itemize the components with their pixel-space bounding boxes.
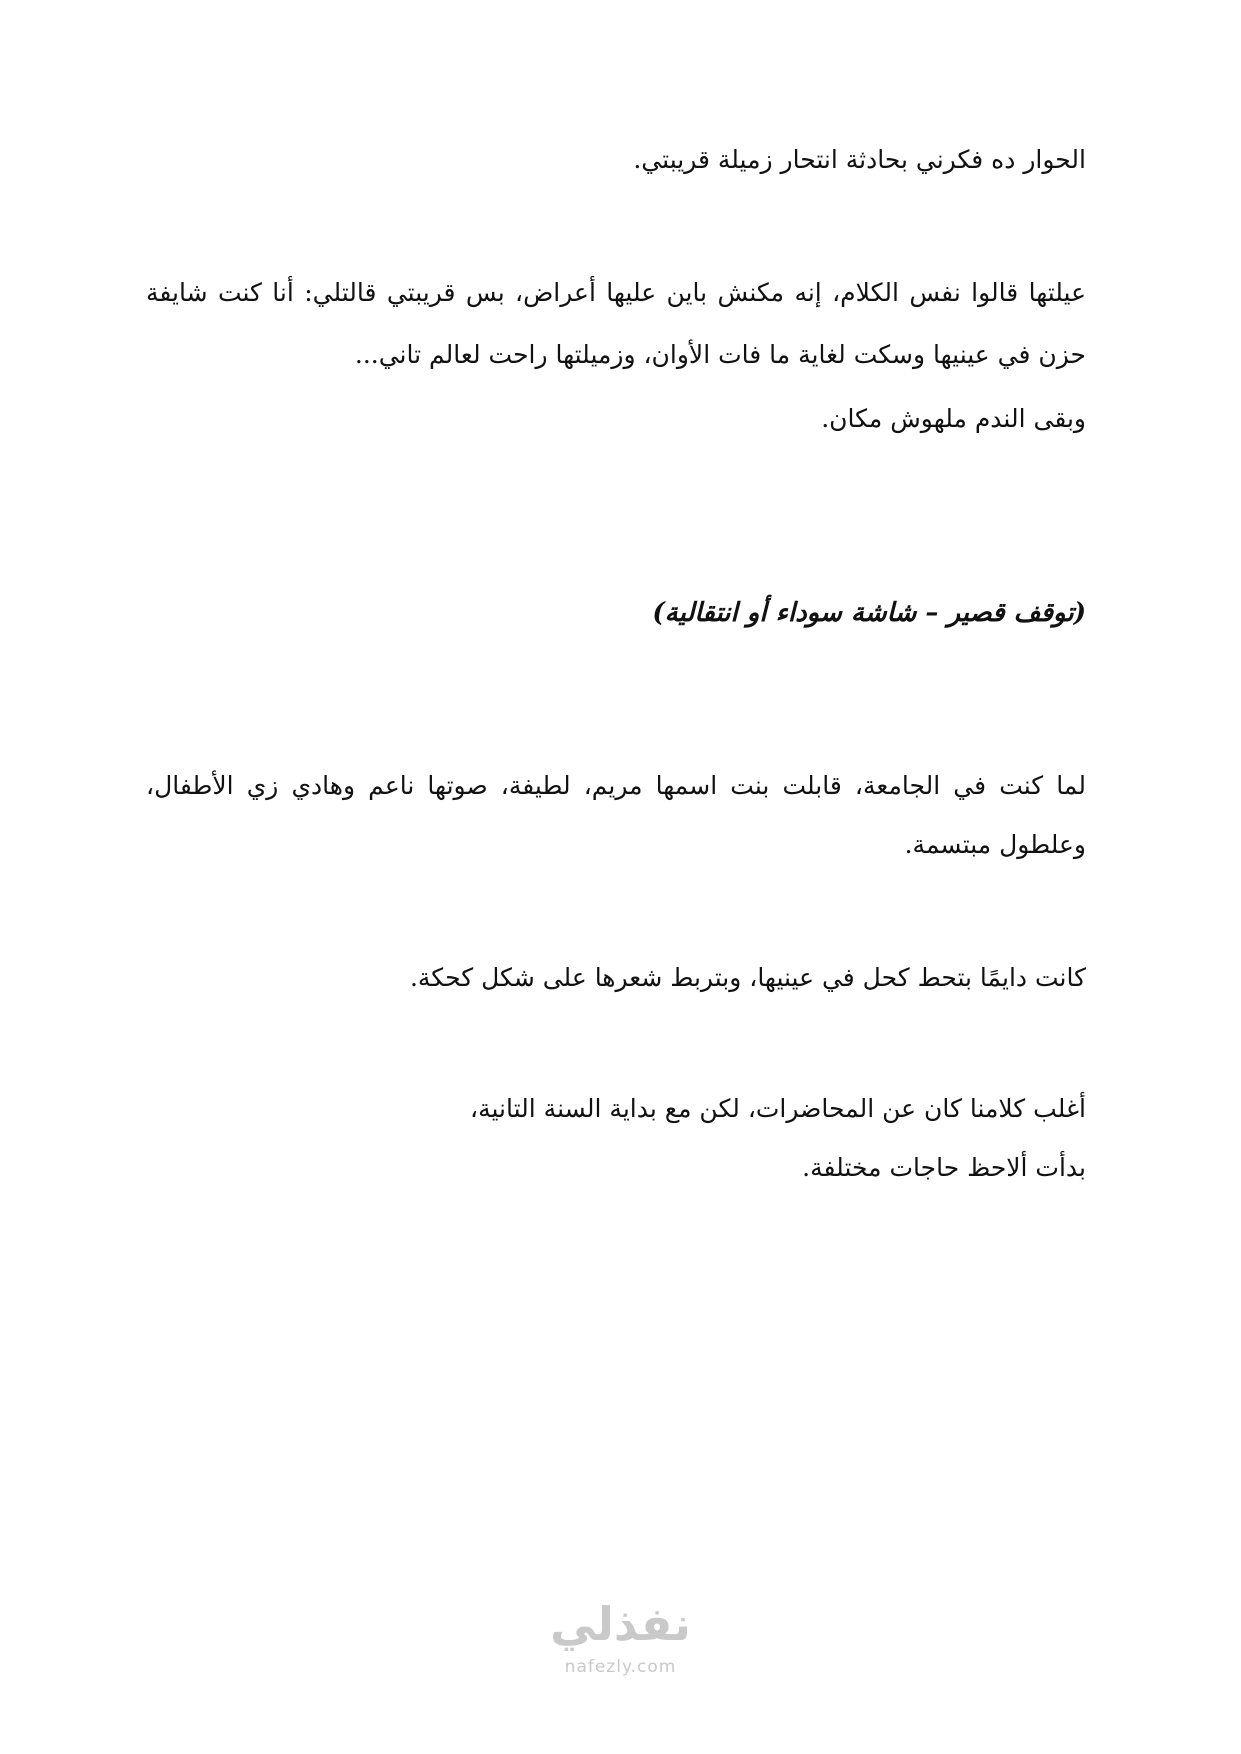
paragraph-2-line-3: وبقى الندم ملهوش مكان. — [821, 404, 1086, 433]
paragraph-2-line-2: حزن في عينيها وسكت لغاية ما فات الأوان، وزميلتها راحت لعالم تاني... — [354, 340, 1086, 369]
watermark-url: nafezly.com — [564, 1657, 677, 1677]
paragraph-5-line-1: كانت دايمًا بتحط كحل في عينيها، وبتربط شعرها على شكل كحكة. — [409, 963, 1086, 992]
scene-direction-heading: (توقف قصير – شاشة سوداء أو انتقالية) — [652, 598, 1086, 628]
watermark-logo-text: نفذلي — [550, 1597, 691, 1651]
paragraph-6-line-2: بدأت ألاحظ حاجات مختلفة. — [802, 1153, 1086, 1182]
paragraph-4-line-1: لما كنت في الجامعة، قابلت بنت اسمها مريم، لطيفة، صوتها ناعم وهادي زي الأطفال، — [146, 771, 1086, 800]
paragraph-1-line-1: الحوار ده فكرني بحادثة انتحار زميلة قريبتي. — [633, 145, 1086, 174]
paragraph-2-line-1: عيلتها قالوا نفس الكلام، إنه مكنش باين عليها أعراض، بس قريبتي قالتلي: أنا كنت شايفة — [146, 278, 1086, 307]
paragraph-6-line-1: أغلب كلامنا كان عن المحاضرات، لكن مع بداية السنة التانية، — [470, 1094, 1086, 1123]
paragraph-4-line-2: وعلطول مبتسمة. — [904, 830, 1086, 859]
